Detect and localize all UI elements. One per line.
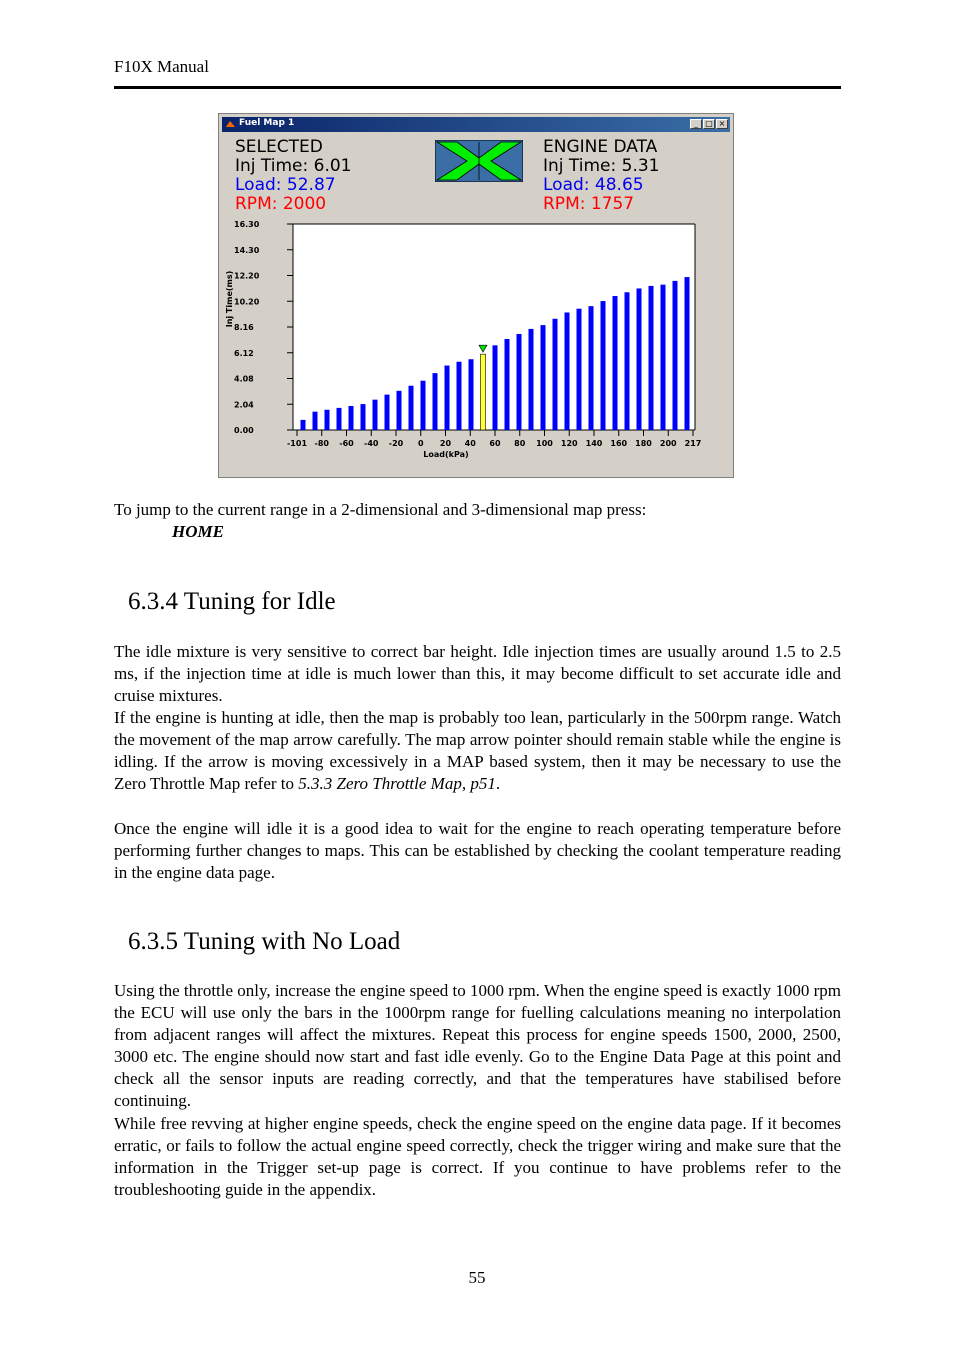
bar [433,373,438,430]
x-tick-label: 180 [635,439,652,448]
x-tick-label: 80 [514,439,526,448]
bar [685,277,690,430]
x-tick-label: 217 [684,439,702,448]
bar [589,306,594,430]
y-axis-title: Inj Time(ms) [225,270,234,328]
idle-paragraph-2-text: If the engine is hunting at idle, then the map is probably too lean, particularly in the 500rpm range. Watch the movement of the map arrow carefully. The map arrow pointer should remain stable while the engine is idling. If the arrow is moving excessively in a MAP based system, then it may be necessary to use the Zero Throttle Map refer to [114,708,841,793]
y-tick-label: 14.30 [234,245,260,255]
bar [661,285,666,430]
x-tick-label: 160 [610,439,628,448]
x-axis-title: Load(kPa) [423,450,469,459]
bar [313,412,318,430]
idle-paragraph-3: Once the engine will idle it is a good idea to wait for the engine to reach operating temperature before performing further changes to maps. This can be established by checking the coolant temperature reading in the engine data page. [114,819,841,882]
bar [493,345,498,430]
no-load-paragraph-2: While free revving at higher engine speeds, check the engine speed on the engine data page. If it becomes erratic, or fails to follow the actual engine speed correctly, check the trigger wiring and make sure that the information in the Trigger set-up page is correct. If you continue to have problems refer to the troubleshooting guide in the appendix. [114,1114,841,1199]
bar [565,312,570,430]
bar [325,410,330,430]
bar [349,406,354,430]
y-tick-label: 2.04 [234,400,254,410]
zero-throttle-reference: 5.3.3 Zero Throttle Map, p51 [298,774,496,793]
page-number: 55 [468,1268,486,1287]
bar [469,359,474,430]
bar [637,288,642,430]
bar [541,325,546,430]
bar [373,400,378,430]
engine-load: Load: 48.65 [543,175,644,195]
x-tick-label: 40 [464,439,476,448]
bar [529,329,534,430]
jump-instruction: To jump to the current range in a 2-dimensional and 3-dimensional map press: [114,500,647,519]
engine-rpm: RPM: 1757 [543,194,635,214]
bar [673,281,678,430]
idle-paragraph-2-end: . [495,774,501,793]
header-rule [114,86,841,89]
x-tick-label: 20 [439,439,452,448]
bar [649,286,654,430]
y-tick-label: 12.20 [234,271,260,281]
bar [457,362,462,430]
x-tick-label: 120 [560,439,578,448]
bar [385,395,390,430]
y-tick-label: 4.08 [234,374,254,384]
window-title: Fuel Map 1 [239,118,295,128]
bar [445,366,450,430]
x-tick-label: 0 [417,439,424,448]
bar [421,381,426,430]
y-tick-label: 8.16 [234,323,254,332]
selected-heading: SELECTED [235,137,323,157]
selected-inj-time: Inj Time: 6.01 [235,156,352,176]
bar [397,391,402,430]
fuel-map-chart[interactable] [219,114,735,479]
x-tick-label: -80 [314,439,329,448]
fuel-map-window [218,113,734,478]
bar [613,296,618,430]
bar [301,420,306,430]
x-tick-label: -101 [286,439,308,448]
engine-inj-time: Inj Time: 5.31 [543,156,660,176]
bar [361,404,366,430]
y-tick-label: 0.00 [234,426,254,435]
bar [337,408,342,430]
section-title-idle: 6.3.4 Tuning for Idle [128,588,336,615]
engine-data-heading: ENGINE DATA [543,137,658,157]
home-key: HOME [172,522,224,541]
no-load-paragraph-1: Using the throttle only, increase the engine speed to 1000 rpm. When the engine speed is exactly 1000 rpm the ECU will use only the bars in the 1000rpm range for fuelling calculations meaning no interpolation from adjacent ranges will affect the mixtures. Repeat this process for engine speeds 1500, 2000, 2500, 3000 etc. The engine should now start and fast idle evenly. Go to the Engine Data Page at this point and check all the sensor inputs are reading correctly, and that the temperatures have stabilised before continuing. [114,981,841,1110]
bar [553,319,558,430]
bar [577,309,582,430]
bar [505,339,510,430]
bar [625,292,630,430]
x-tick-label: -20 [388,439,404,448]
selected-rpm: RPM: 2000 [235,194,327,214]
maximize-button[interactable]: □ [703,119,715,129]
y-tick-label: 16.30 [234,220,260,229]
idle-paragraph-2 [114,707,841,795]
selected-load: Load: 52.87 [235,175,336,195]
x-tick-label: 100 [536,439,553,448]
x-tick-label: -60 [339,439,354,448]
x-tick-label: -40 [364,439,379,448]
y-tick-label: 6.12 [234,348,254,358]
bar [601,301,606,430]
idle-paragraph-1: The idle mixture is very sensitive to correct bar height. Idle injection times are usually around 1.5 to 2.5 ms, if the injection time at idle is much lower than this, it may become difficult to set accurate idle and cruise mixtures. [114,642,841,705]
x-tick-label: 60 [489,439,501,448]
page-header: F10X Manual [114,57,209,76]
x-tick-label: 140 [585,439,603,448]
bar [517,334,522,430]
bar [409,386,414,430]
selected-bar [481,354,486,430]
section-title-no-load: 6.3.5 Tuning with No Load [128,928,401,955]
close-button[interactable]: × [716,119,728,129]
y-tick-label: 10.20 [234,297,260,307]
minimize-button[interactable]: _ [690,119,702,129]
x-tick-label: 200 [659,439,677,448]
